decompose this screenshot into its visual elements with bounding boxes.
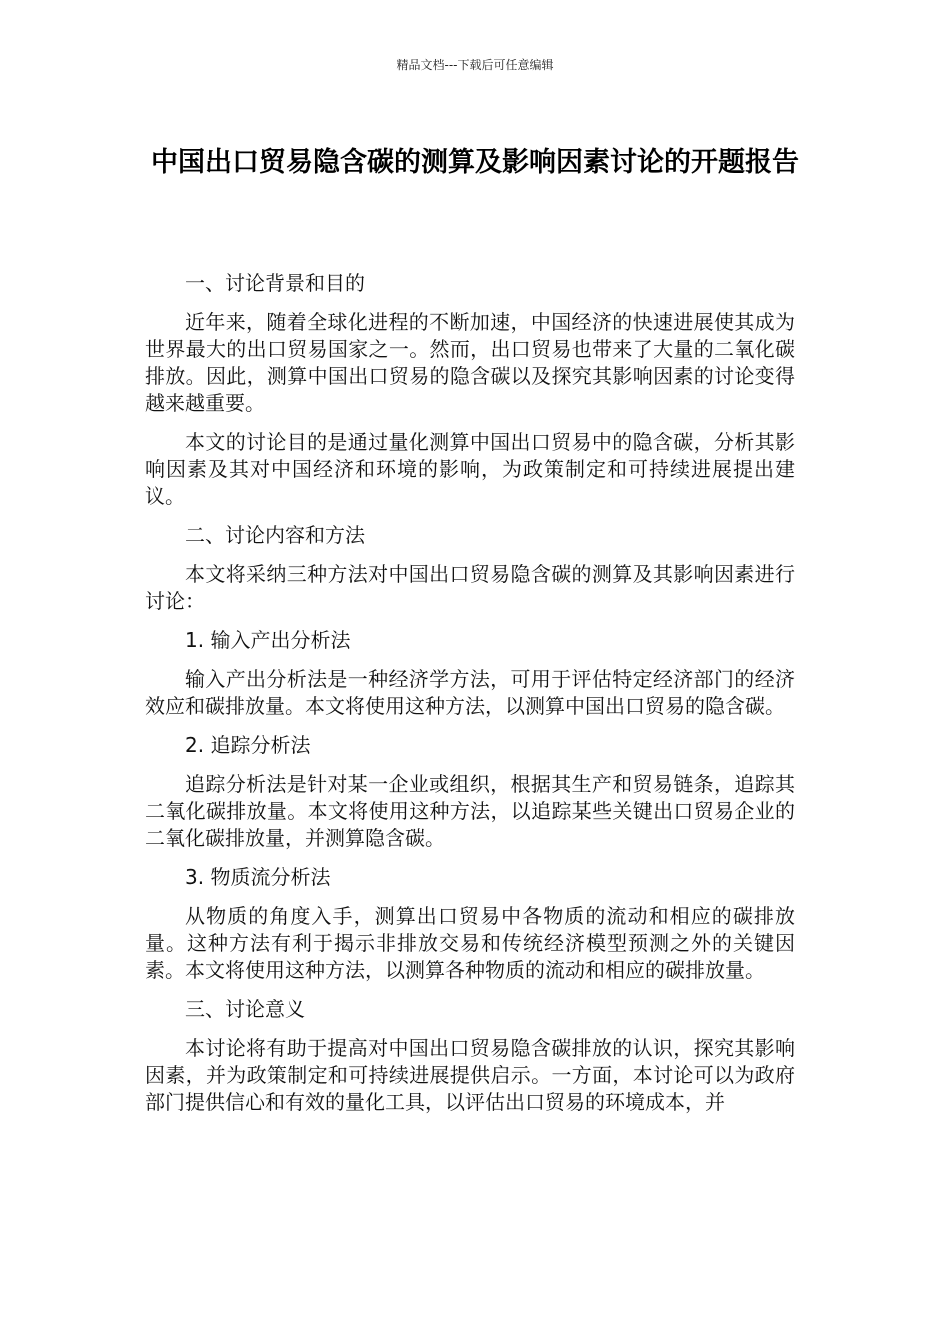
document-body — [145, 270, 795, 1128]
document-title: 中国出口贸易隐含碳的测算及影响因素讨论的开题报告 — [151, 147, 799, 178]
section-heading: 三、讨论意义 — [185, 997, 305, 1021]
paragraph: 本文的讨论目的是通过量化测算中国出口贸易中的隐含碳，分析其影响因素及其对中国经济和环境的影响，为政策制定和可持续进展提出建议。 — [145, 430, 795, 508]
paragraph: 本文将采纳三种方法对中国出口贸易隐含碳的测算及其影响因素进行讨论： — [145, 562, 795, 613]
subsection-heading: 3. 物质流分析法 — [185, 865, 331, 889]
subsection-heading: 2. 追踪分析法 — [185, 733, 311, 757]
paragraph: 本讨论将有助于提高对中国出口贸易隐含碳排放的认识，探究其影响因素，并为政策制定和可持续进展提供启示。一方面，本讨论可以为政府部门提供信心和有效的量化工具，以评估出口贸易的环境成本，并 — [145, 1036, 795, 1114]
paragraph: 近年来，随着全球化进程的不断加速，中国经济的快速进展使其成为世界最大的出口贸易国家之一。然而，出口贸易也带来了大量的二氧化碳排放。因此，测算中国出口贸易的隐含碳以及探究其影响因素的讨论变得越来越重要。 — [145, 310, 795, 415]
paragraph: 输入产出分析法是一种经济学方法，可用于评估特定经济部门的经济效应和碳排放量。本文将使用这种方法，以测算中国出口贸易的隐含碳。 — [145, 667, 795, 718]
subsection-heading: 1. 输入产出分析法 — [185, 628, 351, 652]
page-header: 精品文档---下载后可任意编辑 — [396, 58, 554, 72]
section-heading: 一、讨论背景和目的 — [185, 271, 365, 295]
section-heading: 二、讨论内容和方法 — [185, 523, 365, 547]
paragraph: 追踪分析法是针对某一企业或组织，根据其生产和贸易链条，追踪其二氧化碳排放量。本文将使用这种方法，以追踪某些关键出口贸易企业的二氧化碳排放量，并测算隐含碳。 — [145, 772, 795, 850]
paragraph: 从物质的角度入手，测算出口贸易中各物质的流动和相应的碳排放量。这种方法有利于揭示非排放交易和传统经济模型预测之外的关键因素。本文将使用这种方法，以测算各种物质的流动和相应的碳排放量。 — [145, 904, 795, 982]
